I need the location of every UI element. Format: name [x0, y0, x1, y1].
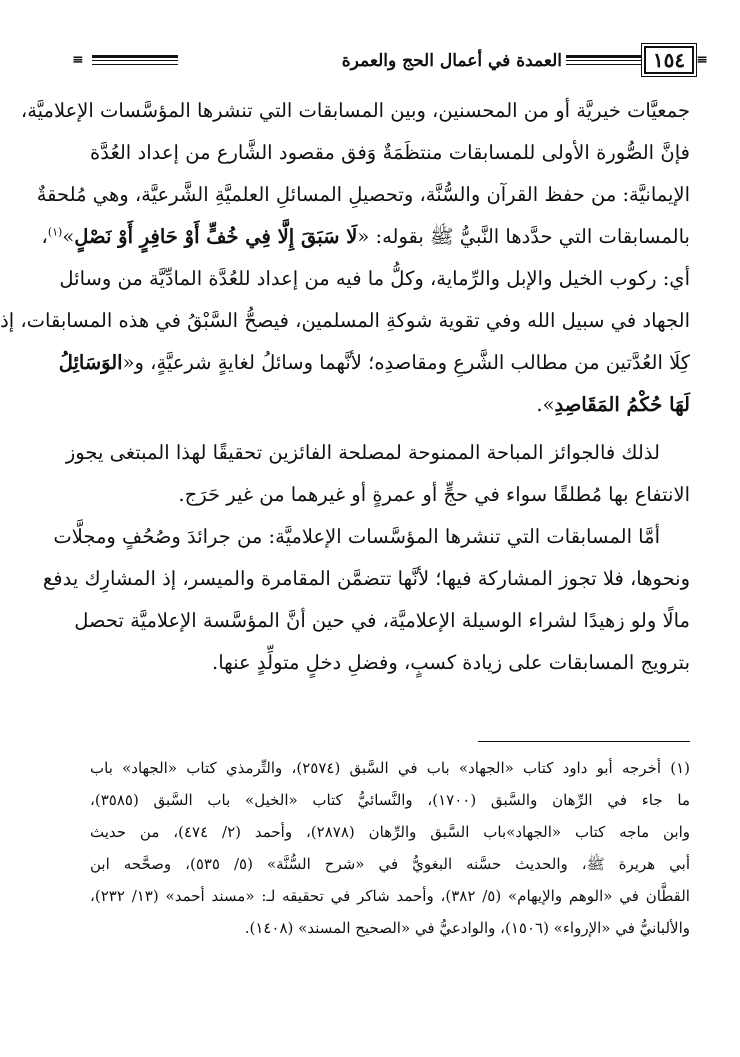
header-rule-left — [92, 55, 178, 65]
text-segment: كِلَا العُدَّتين من مطالب الشَّرعِ ومقاصدِه؛ لأنَّهما وسائلُ لغايةٍ شرعيَّةٍ، و« — [122, 351, 690, 374]
text-line: الجهاد في سبيل الله وفي تقوية شوكةِ المسلمين، فيصحُّ السَّبْقُ في هذه المسابقات، إذ — [0, 309, 690, 332]
running-header — [72, 44, 708, 80]
main-text — [0, 90, 690, 684]
maxim-quote: لَهَا حُكْمُ المَقَاصِدِ — [554, 393, 690, 416]
footnote-reference: (١) — [47, 225, 63, 239]
paragraph-line: ونحوها، فلا تجوز المشاركة فيها؛ لأنَّها تتضمَّن المقامرة والميسر، إذ المشارِك يدفع — [42, 567, 690, 590]
paragraph-line: لذلك فالجوائز المباحة الممنوحة لمصلحة الفائزين تحقيقًا لهذا المبتغى يجوز — [65, 441, 660, 464]
footnotes — [90, 752, 690, 944]
text-line: فإنَّ الصُّورة الأولى للمسابقات منتظَمَةٌ وَفق مقصود الشَّارع من إعداد العُدَّة — [90, 141, 690, 164]
text-segment: بالمسابقات التي حدَّدها النَّبيُّ ﷺ بقوله: « — [357, 225, 690, 248]
hadith-line — [41, 216, 690, 258]
text-segment: » — [62, 225, 75, 248]
text-line — [58, 342, 690, 384]
footnote-line: والألبانيُّ في «الإرواء» (١٥٠٦)، والوادعيُّ في «الصحيح المسند» (١٤٠٨). — [244, 919, 690, 937]
footnote-separator — [478, 741, 690, 742]
header-ornament-left: ≡ — [72, 52, 84, 68]
text-segment: ». — [536, 393, 555, 416]
running-title: العمدة في أعمال الحج والعمرة — [341, 51, 562, 71]
text-line: أي: ركوب الخيل والإبل والرِّماية، وكلُّ ما فيه من إعداد للعُدَّة المادِّيَّة من وسائل — [59, 267, 690, 290]
text-line — [90, 384, 690, 426]
hadith-quote: لَا سَبَقَ إِلَّا فِي خُفٍّ أَوْ حَافِرٍ أَوْ نَصْلٍ — [74, 225, 358, 248]
text-segment: ، — [41, 225, 48, 248]
page-number: ١٥٤ — [644, 46, 694, 74]
paragraph-line: بترويج المسابقات على زيادة كسبٍ، وفضلِ دخلٍ متولِّدٍ عنها. — [212, 651, 690, 674]
paragraph-line: أمَّا المسابقات التي تنشرها المؤسَّسات الإعلاميَّة: من جرائدَ وصُحُفٍ ومجلَّات — [53, 525, 660, 548]
footnote-line: القطَّان في «الوهم والإيهام» (٥/ ٣٨٢)، وأحمد شاكر في تحقيقه لـ: «مسند أحمد» (١٣/ ٢٣٢)، — [90, 887, 690, 905]
paragraph-line: الانتفاع بها مُطلقًا سواء في حجٍّ أو عمرةٍ أو غيرهما من غير حَرَج. — [178, 483, 690, 506]
footnote-line: (١) أخرجه أبو داود كتاب «الجهاد» باب في السَّبق (٢٥٧٤)، والتِّرمذي كتاب «الجهاد» باب — [90, 759, 690, 777]
header-ornament-right: ≡ — [696, 52, 708, 68]
footnote-line: وابن ماجه كتاب «الجهاد»باب السَّبق والرِّهان (٢٨٧٨)، وأحمد (٢/ ٤٧٤)، من حديث — [90, 823, 690, 841]
paragraph-line: مالًا ولو زهيدًا لشراء الوسيلة الإعلاميَّة، في حين أنَّ المؤسَّسة الإعلاميَّة تحصل — [74, 609, 690, 632]
text-line: جمعيَّات خيريَّة أو من المحسنين، وبين المسابقات التي تنشرها المؤسَّسات الإعلاميَّة، — [20, 99, 690, 122]
footnote-line: أبي هريرة ﷺ، والحديث حسَّنه البغويُّ في «شرح السُّنَّة» (٥/ ٥٣٥)، وصحَّحه ابن — [90, 855, 690, 873]
header-rule-right — [566, 55, 642, 65]
footnote-line: ما جاء في الرِّهان والسَّبق (١٧٠٠)، والنَّسائيُّ كتاب «الخيل» باب السَّبق (٣٥٨٥)، — [90, 791, 690, 809]
maxim-quote: الوَسَائِلُ — [58, 351, 123, 374]
text-line: الإيمانيَّة: من حفظ القرآن والسُّنَّة، وتحصيلِ المسائلِ العلميَّةِ الشَّرعيَّة، وهي مُلحقةٌ — [36, 183, 690, 206]
